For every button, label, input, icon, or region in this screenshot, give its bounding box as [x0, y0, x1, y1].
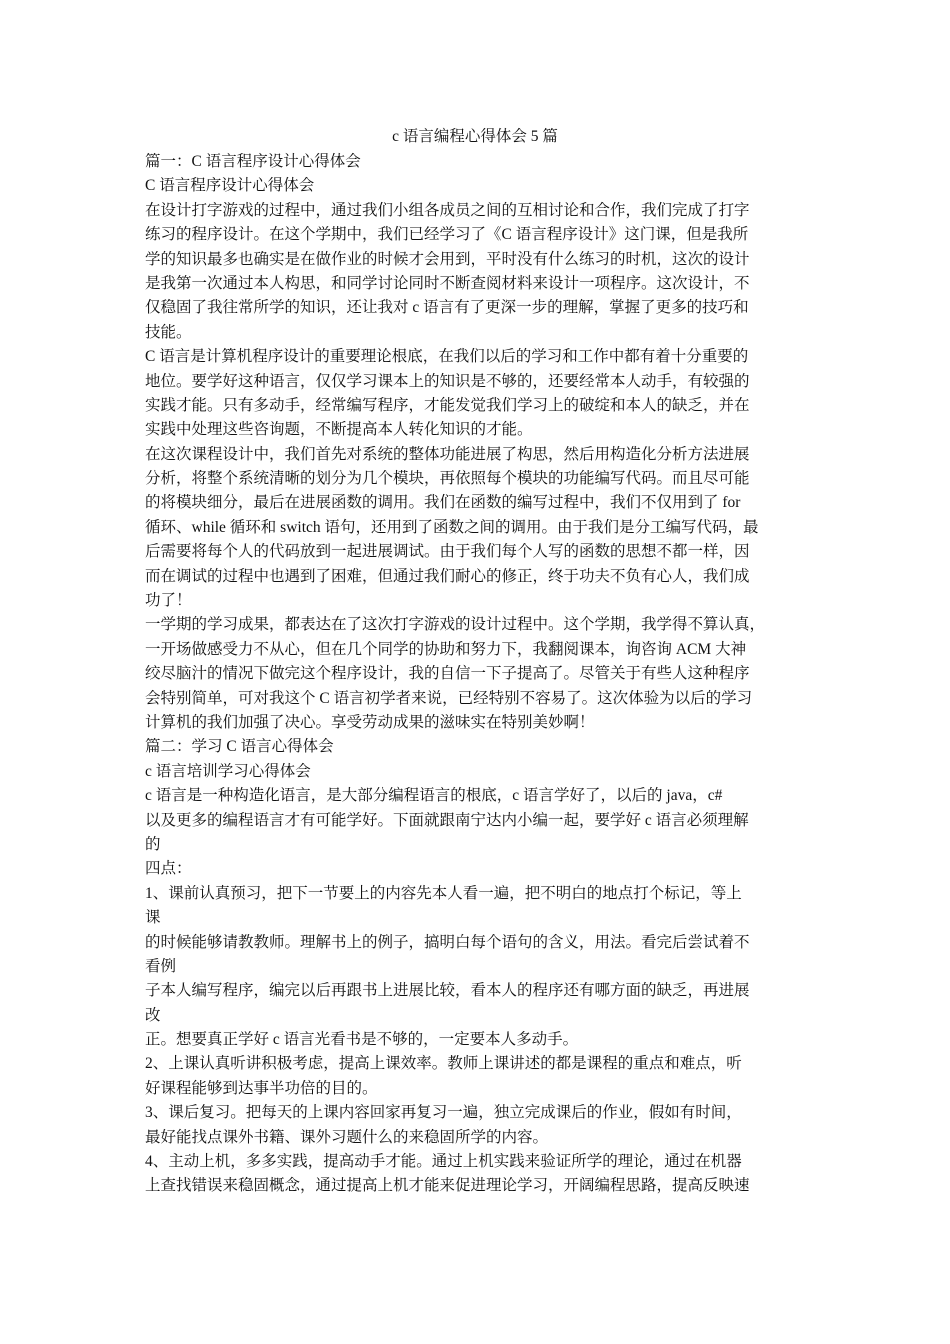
text-line: 绞尽脑汁的情况下做完这个程序设计，我的自信一下子提高了。尽管关于有些人这种程序 — [145, 665, 750, 683]
text-line: 正。想要真正学好 c 语言光看书是不够的，一定要本人多动手。 — [145, 1031, 579, 1049]
text-line: 循环、while 循环和 switch 语句，还用到了函数之间的调用。由于我们是分工编写代码，最 — [145, 518, 759, 536]
text-line: 是我第一次通过本人构思，和同学讨论同时不断查阅材料来设计一项程序。这次设计，不 — [145, 274, 750, 292]
text-line: 而在调试的过程中也遇到了困难，但通过我们耐心的修正，终于功夫不负有心人，我们成 — [145, 567, 750, 585]
text-line: 学的知识最多也确实是在做作业的时候才会用到，平时没有什么练习的时机，这次的设计 — [145, 250, 750, 268]
text-line: 实践中处理这些咨询题，不断提高本人转化知识的才能。 — [145, 421, 533, 439]
text-line: 看例 — [145, 957, 177, 975]
text-line: 四点： — [145, 860, 192, 878]
text-line: 在这次课程设计中，我们首先对系统的整体功能进展了构思，然后用构造化分析方法进展 — [145, 445, 750, 463]
text-line: 2、上课认真听讲积极考虑，提高上课效率。教师上课讲述的都是课程的重点和难点，听 — [145, 1055, 742, 1073]
text-line: 一开场做感受力不从心，但在几个同学的协助和努力下，我翻阅课本，询咨询 ACM 大神 — [145, 640, 747, 658]
text-line: 仅稳固了我往常所学的知识，还让我对 c 语言有了更深一步的理解，掌握了更多的技巧和 — [145, 299, 749, 317]
text-line: 在设计打字游戏的过程中，通过我们小组各成员之间的互相讨论和合作，我们完成了打字 — [145, 201, 750, 219]
text-line: 3、课后复习。把每天的上课内容回家再复习一遍，独立完成课后的作业，假如有时间， — [145, 1104, 742, 1122]
text-line: 会特别简单，可对我这个 C 语言初学者来说，已经特别不容易了。这次体验为以后的学习 — [145, 689, 753, 707]
text-line: 以及更多的编程语言才有可能学好。下面就跟南宁达内小编一起，要学好 c 语言必须理解 — [145, 811, 749, 829]
text-line: 课 — [145, 909, 161, 927]
text-line: 1、课前认真预习，把下一节要上的内容先本人看一遍，把不明白的地点打个标记，等上 — [145, 884, 742, 902]
text-line: c 语言培训学习心得体会 — [145, 762, 311, 780]
text-line: 一学期的学习成果，都表达在了这次打字游戏的设计过程中。这个学期，我学得不算认真， — [145, 616, 766, 634]
text-line: C 语言是计算机程序设计的重要理论根底，在我们以后的学习和工作中都有着十分重要的 — [145, 348, 749, 366]
text-line: 好课程能够到达事半功倍的目的。 — [145, 1079, 378, 1097]
text-line: 的时候能够请教教师。理解书上的例子，搞明白每个语句的含义，用法。看完后尝试着不 — [145, 933, 750, 951]
text-line: 的 — [145, 835, 161, 853]
text-line: 篇一：C 语言程序设计心得体会 — [145, 153, 361, 170]
text-line: 上查找错误来稳固概念，通过提高上机才能来促进理论学习，开阔编程思路，提高反映速 — [145, 1177, 750, 1195]
text-line: 练习的程序设计。在这个学期中，我们已经学习了《C 语言程序设计》这门课，但是我所 — [145, 226, 749, 244]
text-line: 改 — [145, 1006, 161, 1024]
text-line: 的将模块细分，最后在进展函数的调用。我们在函数的编写过程中，我们不仅用到了 for — [145, 494, 741, 512]
text-line: 篇二：学习 C 语言心得体会 — [145, 738, 334, 756]
text-line: C 语言程序设计心得体会 — [145, 177, 315, 195]
document-body — [145, 150, 810, 1199]
text-line: 技能。 — [145, 323, 192, 341]
text-line: 后需要将每个人的代码放到一起进展调试。由于我们每个人写的函数的思想不都一样，因 — [145, 543, 750, 561]
text-line: c 语言是一种构造化语言，是大部分编程语言的根底，c 语言学好了，以后的 java，c# — [145, 787, 723, 805]
text-line: 分析，将整个系统清晰的划分为几个模块，再依照每个模块的功能编写代码。而且尽可能 — [145, 470, 750, 488]
document-title: c 语言编程心得体会 5 篇 — [392, 128, 558, 145]
text-line: 实践才能。只有多动手，经常编写程序，才能发觉我们学习上的破绽和本人的缺乏，并在 — [145, 396, 750, 414]
text-line: 最好能找点课外书籍、课外习题什么的来稳固所学的内容。 — [145, 1128, 549, 1146]
text-line: 功了！ — [145, 592, 192, 610]
text-line: 4、主动上机，多多实践，提高动手才能。通过上机实践来验证所学的理论，通过在机器 — [145, 1153, 742, 1171]
text-line: 计算机的我们加强了决心。享受劳动成果的滋味实在特别美妙啊！ — [145, 713, 595, 731]
text-line: 子本人编写程序，编完以后再跟书上进展比较，看本人的程序还有哪方面的缺乏，再进展 — [145, 982, 750, 1000]
text-line: 地位。要学好这种语言，仅仅学习课本上的知识是不够的，还要经常本人动手，有较强的 — [145, 372, 750, 390]
